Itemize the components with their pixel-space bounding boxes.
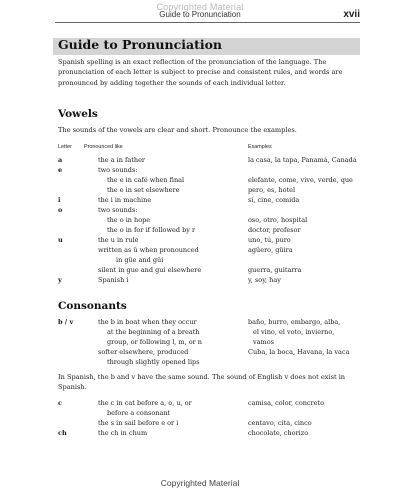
vowel-pron: Spanish i (98, 276, 129, 284)
copyright-watermark-top: Copyrighted Material (156, 2, 244, 12)
vowel-letter: o (58, 206, 63, 214)
vowel-letter: u (58, 236, 63, 244)
page-number: xvii (343, 9, 360, 20)
consonant-pron: group, or following l, m, or n (107, 338, 202, 346)
consonant-letter: b / v (58, 318, 74, 326)
consonant-examples: el vino, el voto, invierno, (253, 328, 335, 336)
vowel-letter: a (58, 156, 63, 164)
vowel-examples: doctor, profesor (248, 226, 301, 234)
consonant-examples: camisa, color, concreto (248, 399, 325, 407)
vowel-examples: guerra, guitarra (248, 266, 302, 274)
consonant-pron: at the beginning of a breath (107, 328, 200, 336)
consonant-pron: the b in boat when they occur (98, 318, 197, 326)
vowel-examples: uno, tú, puro (248, 236, 291, 244)
vowel-letter: i (58, 196, 61, 204)
vowel-letter: y (58, 276, 62, 284)
vowel-pron: the a in father (98, 156, 146, 164)
copyright-watermark-bottom: Copyrighted Material (160, 478, 240, 488)
consonant-letter: ch (58, 429, 67, 437)
consonant-examples: chocolate, chorizo (248, 429, 309, 437)
consonant-pron: before a consonant (107, 409, 171, 417)
vowel-pron: the o in hope (107, 216, 151, 224)
vowel-examples: y, soy, hay (248, 276, 281, 284)
vowel-pron: two sounds: (98, 166, 138, 174)
vowel-pron: silent in gue and gui elsewhere (98, 266, 202, 274)
vowel-letter: e (58, 166, 63, 174)
consonants-note: In Spanish, the b and v have the same sound. The sound of English v does not exist in Spanish. (58, 373, 346, 392)
consonant-pron: through slightly opened lips (107, 358, 200, 366)
consonant-letter: c (58, 399, 62, 407)
column-header-letter: Letter (58, 144, 72, 150)
vowels-heading: Vowels (58, 108, 98, 120)
vowel-examples: sí, cine, comida (248, 196, 300, 204)
vowel-pron: the e in set elsewhere (107, 186, 180, 194)
vowel-examples: la casa, la tapa, Panamá, Canadá (248, 156, 357, 164)
consonant-examples: baño, burro, embargo, alba, (248, 318, 341, 326)
intro-paragraph: Spanish spelling is an exact reflection of the pronunciation of the language. The pronunciation of each letter is subject to precise and consistent rules, and words are pronounced by adding together the sounds of each individual letter. (58, 58, 343, 87)
vowel-examples: pero, es, hotel (248, 186, 296, 194)
running-head: Guide to Pronunciation (159, 10, 241, 19)
vowel-pron: the o in for if followed by r (107, 226, 196, 234)
consonant-pron: softer elsewhere, produced (98, 348, 189, 356)
header-rule (55, 22, 360, 23)
consonant-examples: Cuba, la boca, Havana, la vaca (248, 348, 350, 356)
column-header-examples: Examples (248, 144, 272, 150)
consonant-pron: the s in sail before e or i (98, 419, 179, 427)
column-header-pronounced: Pronounced like (84, 144, 123, 150)
vowels-blurb: The sounds of the vowels are clear and short. Pronounce the examples. (58, 126, 297, 134)
vowel-examples: oso, otro, hospital (248, 216, 308, 224)
consonant-examples: centavo, cita, cinco (248, 419, 312, 427)
consonants-heading: Consonants (58, 300, 127, 312)
vowel-pron: two sounds: (98, 206, 138, 214)
consonant-examples: vamos (253, 338, 274, 346)
vowel-pron: in güe and güi (116, 256, 164, 264)
vowel-examples: elefante, come, vive, verde, que (248, 176, 353, 184)
vowel-pron: written as ü when pronounced (98, 246, 199, 254)
consonant-pron: the c in cat before a, o, u, or (98, 399, 192, 407)
vowel-examples: agüero, güira (248, 246, 293, 254)
page-title: Guide to Pronunciation (58, 37, 223, 52)
vowel-pron: the i in machine (98, 196, 152, 204)
consonant-pron: the ch in chum (98, 429, 148, 437)
vowel-pron: the e in café when final (107, 176, 185, 184)
vowel-pron: the u in rule (98, 236, 139, 244)
